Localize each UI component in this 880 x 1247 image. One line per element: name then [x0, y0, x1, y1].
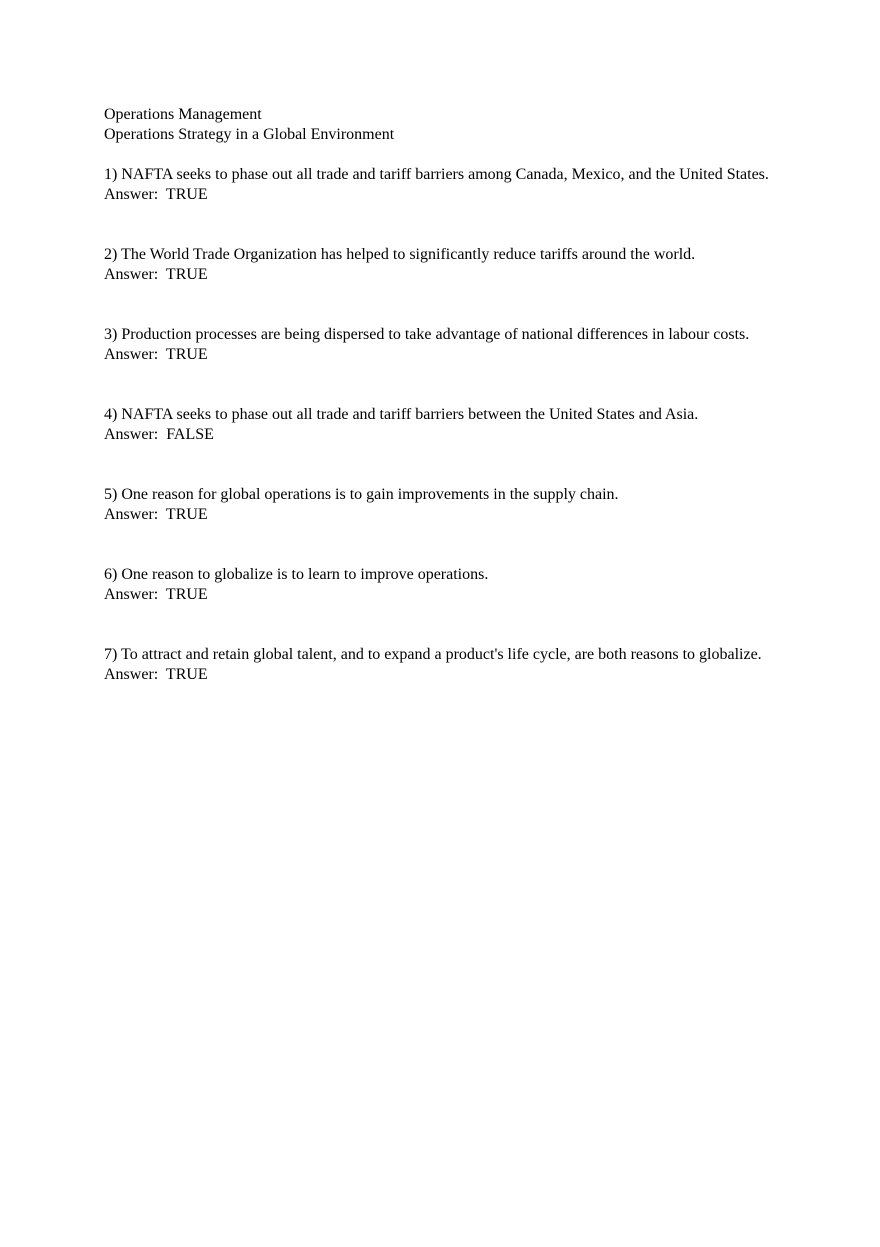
question-text: 3) Production processes are being dispersed to take advantage of national differences in labour costs. [104, 326, 750, 343]
question-text: 7) To attract and retain global talent, and to expand a product's life cycle, are both reasons to globalize. [104, 646, 762, 663]
question-item [104, 565, 794, 605]
answer-value: FALSE [166, 426, 214, 443]
course-title: Operations Management [104, 106, 262, 123]
answer-value: TRUE [165, 186, 208, 203]
answer-value: TRUE [165, 506, 208, 523]
answer-label: Answer: [104, 186, 166, 203]
chapter-title: Operations Strategy in a Global Environment [104, 126, 395, 143]
answer-label: Answer: [104, 426, 167, 443]
document-header [104, 105, 794, 145]
question-item [104, 645, 794, 685]
question-text: 4) NAFTA seeks to phase out all trade and tariff barriers between the United States and Asia. [104, 406, 699, 423]
answer-value: TRUE [165, 266, 208, 283]
question-text: 5) One reason for global operations is to gain improvements in the supply chain. [104, 486, 619, 503]
question-text: 6) One reason to globalize is to learn to improve operations. [104, 566, 489, 583]
answer-label: Answer: [104, 586, 166, 603]
answer-label: Answer: [104, 506, 166, 523]
answer-value: TRUE [165, 586, 208, 603]
answer-line [104, 265, 794, 285]
answer-label: Answer: [104, 666, 166, 683]
question-item [104, 245, 794, 285]
answer-line [104, 505, 794, 525]
answer-line [104, 345, 794, 365]
question-item [104, 485, 794, 525]
answer-line [104, 585, 794, 605]
question-text: 2) The World Trade Organization has helped to significantly reduce tariffs around the world. [104, 246, 696, 263]
question-text: 1) NAFTA seeks to phase out all trade and tariff barriers among Canada, Mexico, and the United States. [104, 166, 769, 183]
answer-line [104, 185, 794, 205]
answer-value: TRUE [165, 346, 208, 363]
answer-line [104, 665, 794, 685]
question-item [104, 325, 794, 365]
answer-line [104, 425, 794, 445]
answer-value: TRUE [165, 666, 208, 683]
question-item [104, 405, 794, 445]
answer-label: Answer: [104, 266, 166, 283]
answer-label: Answer: [104, 346, 166, 363]
question-item [104, 165, 794, 205]
document-page [104, 105, 794, 725]
